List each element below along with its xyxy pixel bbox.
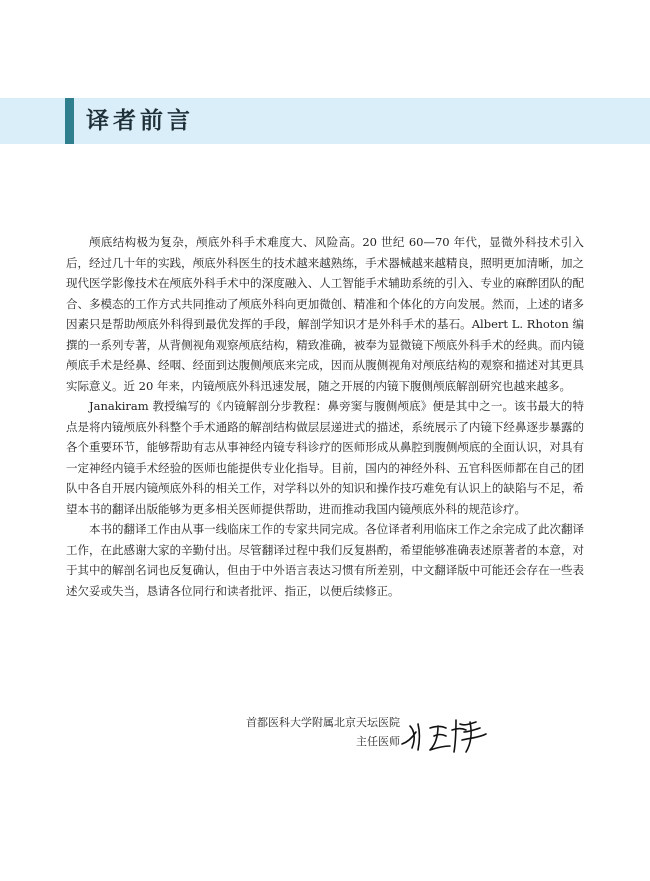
paragraph: Janakiram 教授编写的《内镜解剖分步教程：鼻旁窦与腹侧颅底》便是其中之一。该书最大的特点是将内镜颅底外科整个手术通路的解剖结构做层层递进式的描述，系统展示了内镜下经鼻逐步暴露的各个重要环节，能够帮助有志从事神经内镜专科诊疗的医师形成从鼻腔到腹侧颅底的全面认识，对具有一定神经内镜手术经验的医师也能提供专业化指导。目前，国内的神经外科、五官科医师都在自己的团队中各自开展内镜颅底外科的相关工作，对学科以外的知识和操作技巧难免有认识上的缺陷与不足，希望本书的翻译出版能够为更多相关医师提供帮助，进而推动我国内镜颅底外科的规范诊疗。 [66, 399, 584, 516]
paragraph: 本书的翻译工作由从事一线临床工作的专家共同完成。各位译者利用临床工作之余完成了此次翻译工作，在此感谢大家的辛勤付出。尽管翻译过程中我们反复斟酌，希望能够准确表述原著者的本意，对于其中的解剖名词也反复确认，但由于中外语言表达习惯有所差别，中文翻译版中可能还会存在一些表述欠妥或失当，恳请各位同行和读者批评、指正，以便后续修正。 [66, 522, 584, 598]
header-band [0, 98, 650, 144]
header-accent-bar [65, 98, 74, 144]
affiliation: 首都医科大学附属北京天坛医院 [246, 716, 400, 729]
role: 主任医师 [356, 735, 400, 748]
preface-body [66, 232, 584, 601]
signature-block [232, 713, 400, 751]
page-title: 译者前言 [86, 108, 194, 134]
handwritten-signature [400, 712, 490, 756]
paragraph: 颅底结构极为复杂，颅底外科手术难度大、风险高。20 世纪 60—70 年代，显微外科技术引入后，经过几十年的实践，颅底外科医生的技术越来越熟练，手术器械越来越精良，照明更加清晰，加之现代医学影像技术在颅底外科手术中的深度融入、人工智能手术辅助系统的引入、专业的麻醉团队的配合、多模态的工作方式共同推动了颅底外科向更加微创、精准和个体化的方向发展。然而，上述的诸多因素只是帮助颅底外科得到最优发挥的手段，解剖学知识才是外科手术的基石。Albert L. Rhoton 编撰的一系列专著，从背侧视角观察颅底结构，精致准确，被奉为显微镜下颅底外科手术的经典。而内镜颅底手术是经鼻、经咽、经面到达腹侧颅底来完成，因而从腹侧视角对颅底结构的观察和描述对其更具实际意义。近 20 年来，内镜颅底外科迅速发展，随之开展的内镜下腹侧颅底解剖研究也越来越多。 [66, 235, 584, 393]
